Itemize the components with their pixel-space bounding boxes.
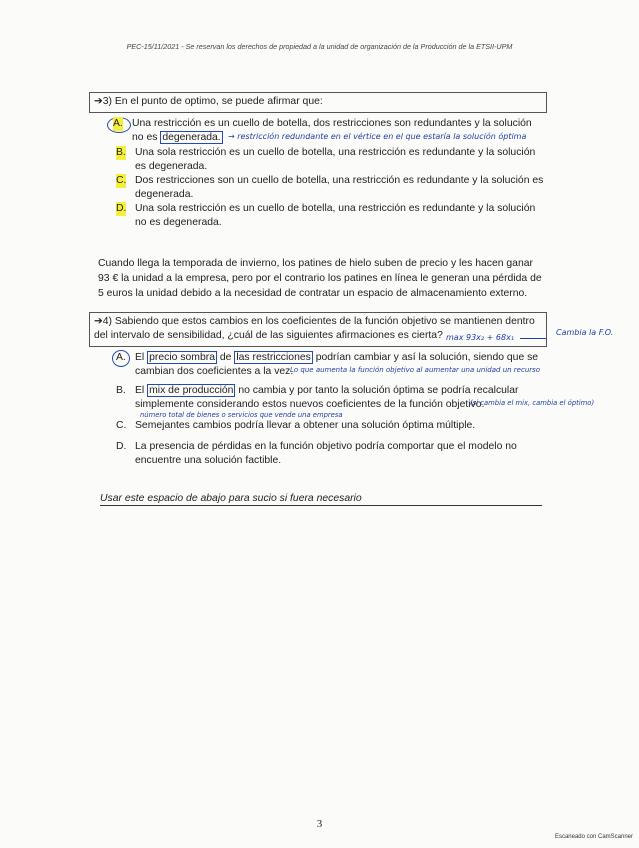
option-letter: A. [116,352,126,363]
page-header: PEC-15/11/2021 - Se reservan los derechos de propiedad a la unidad de organización de la Producción de la ETSII-UPM [126,42,513,51]
scanner-watermark: Escaneado con CamScanner [554,834,633,840]
scratch-area-label: Usar este espacio de abajo para sucio si fuera necesario [100,493,542,506]
page-number: 3 [316,818,323,830]
boxed-term: degenerada. [162,132,221,144]
handwritten-note-q4b-def: número total de bienes o servicios que vende una empresa [140,411,343,419]
option-letter: C. [116,420,127,431]
question-3-box [89,92,547,113]
boxed-term: mix de producción [149,385,234,396]
boxed-term: precio sombra [149,352,215,363]
option-letter: C. [116,174,126,188]
handwritten-note-q4a: Lo que aumenta la función objetivo al aumentar una unidad un recurso [290,366,541,374]
boxed-term: las restricciones [236,352,311,363]
arrow-line [520,338,546,339]
option-letter: B. [116,385,126,396]
handwritten-formula: max 93x₂ + 68x₁ [446,333,515,342]
handwritten-note-q3: → restricción redundante en el vértice en el que estaría la solución óptima [228,132,527,141]
option-letter: B. [116,146,126,160]
handwritten-note-q4b: (si cambia el mix, cambia el óptimo) [470,399,595,407]
option-letter: A. [113,117,123,131]
option-letter: D. [116,441,127,452]
option-letter: D. [116,202,126,216]
handwritten-side-note: Cambia la F.O. [556,328,614,337]
question-4-prompt: ➔4) Sabiendo que estos cambios en los coeficientes de la función objetivo se mantienen dentro del intervalo de sensibilidad, ¿cuál de las siguientes afirmaciones es cierta? [94,316,535,341]
scenario-paragraph: Cuando llega la temporada de invierno, los patines de hielo suben de precio y les hacen ganar 93 € la unidad a la empresa, pero por el contrario los patines en línea le generan una pérdida de 5 euros la unidad debido a la necesidad de contratar un espacio de almacenamiento externo. [98,258,542,299]
question-3-prompt: ➔3) En el punto de optimo, se puede afirmar que: [94,96,323,107]
